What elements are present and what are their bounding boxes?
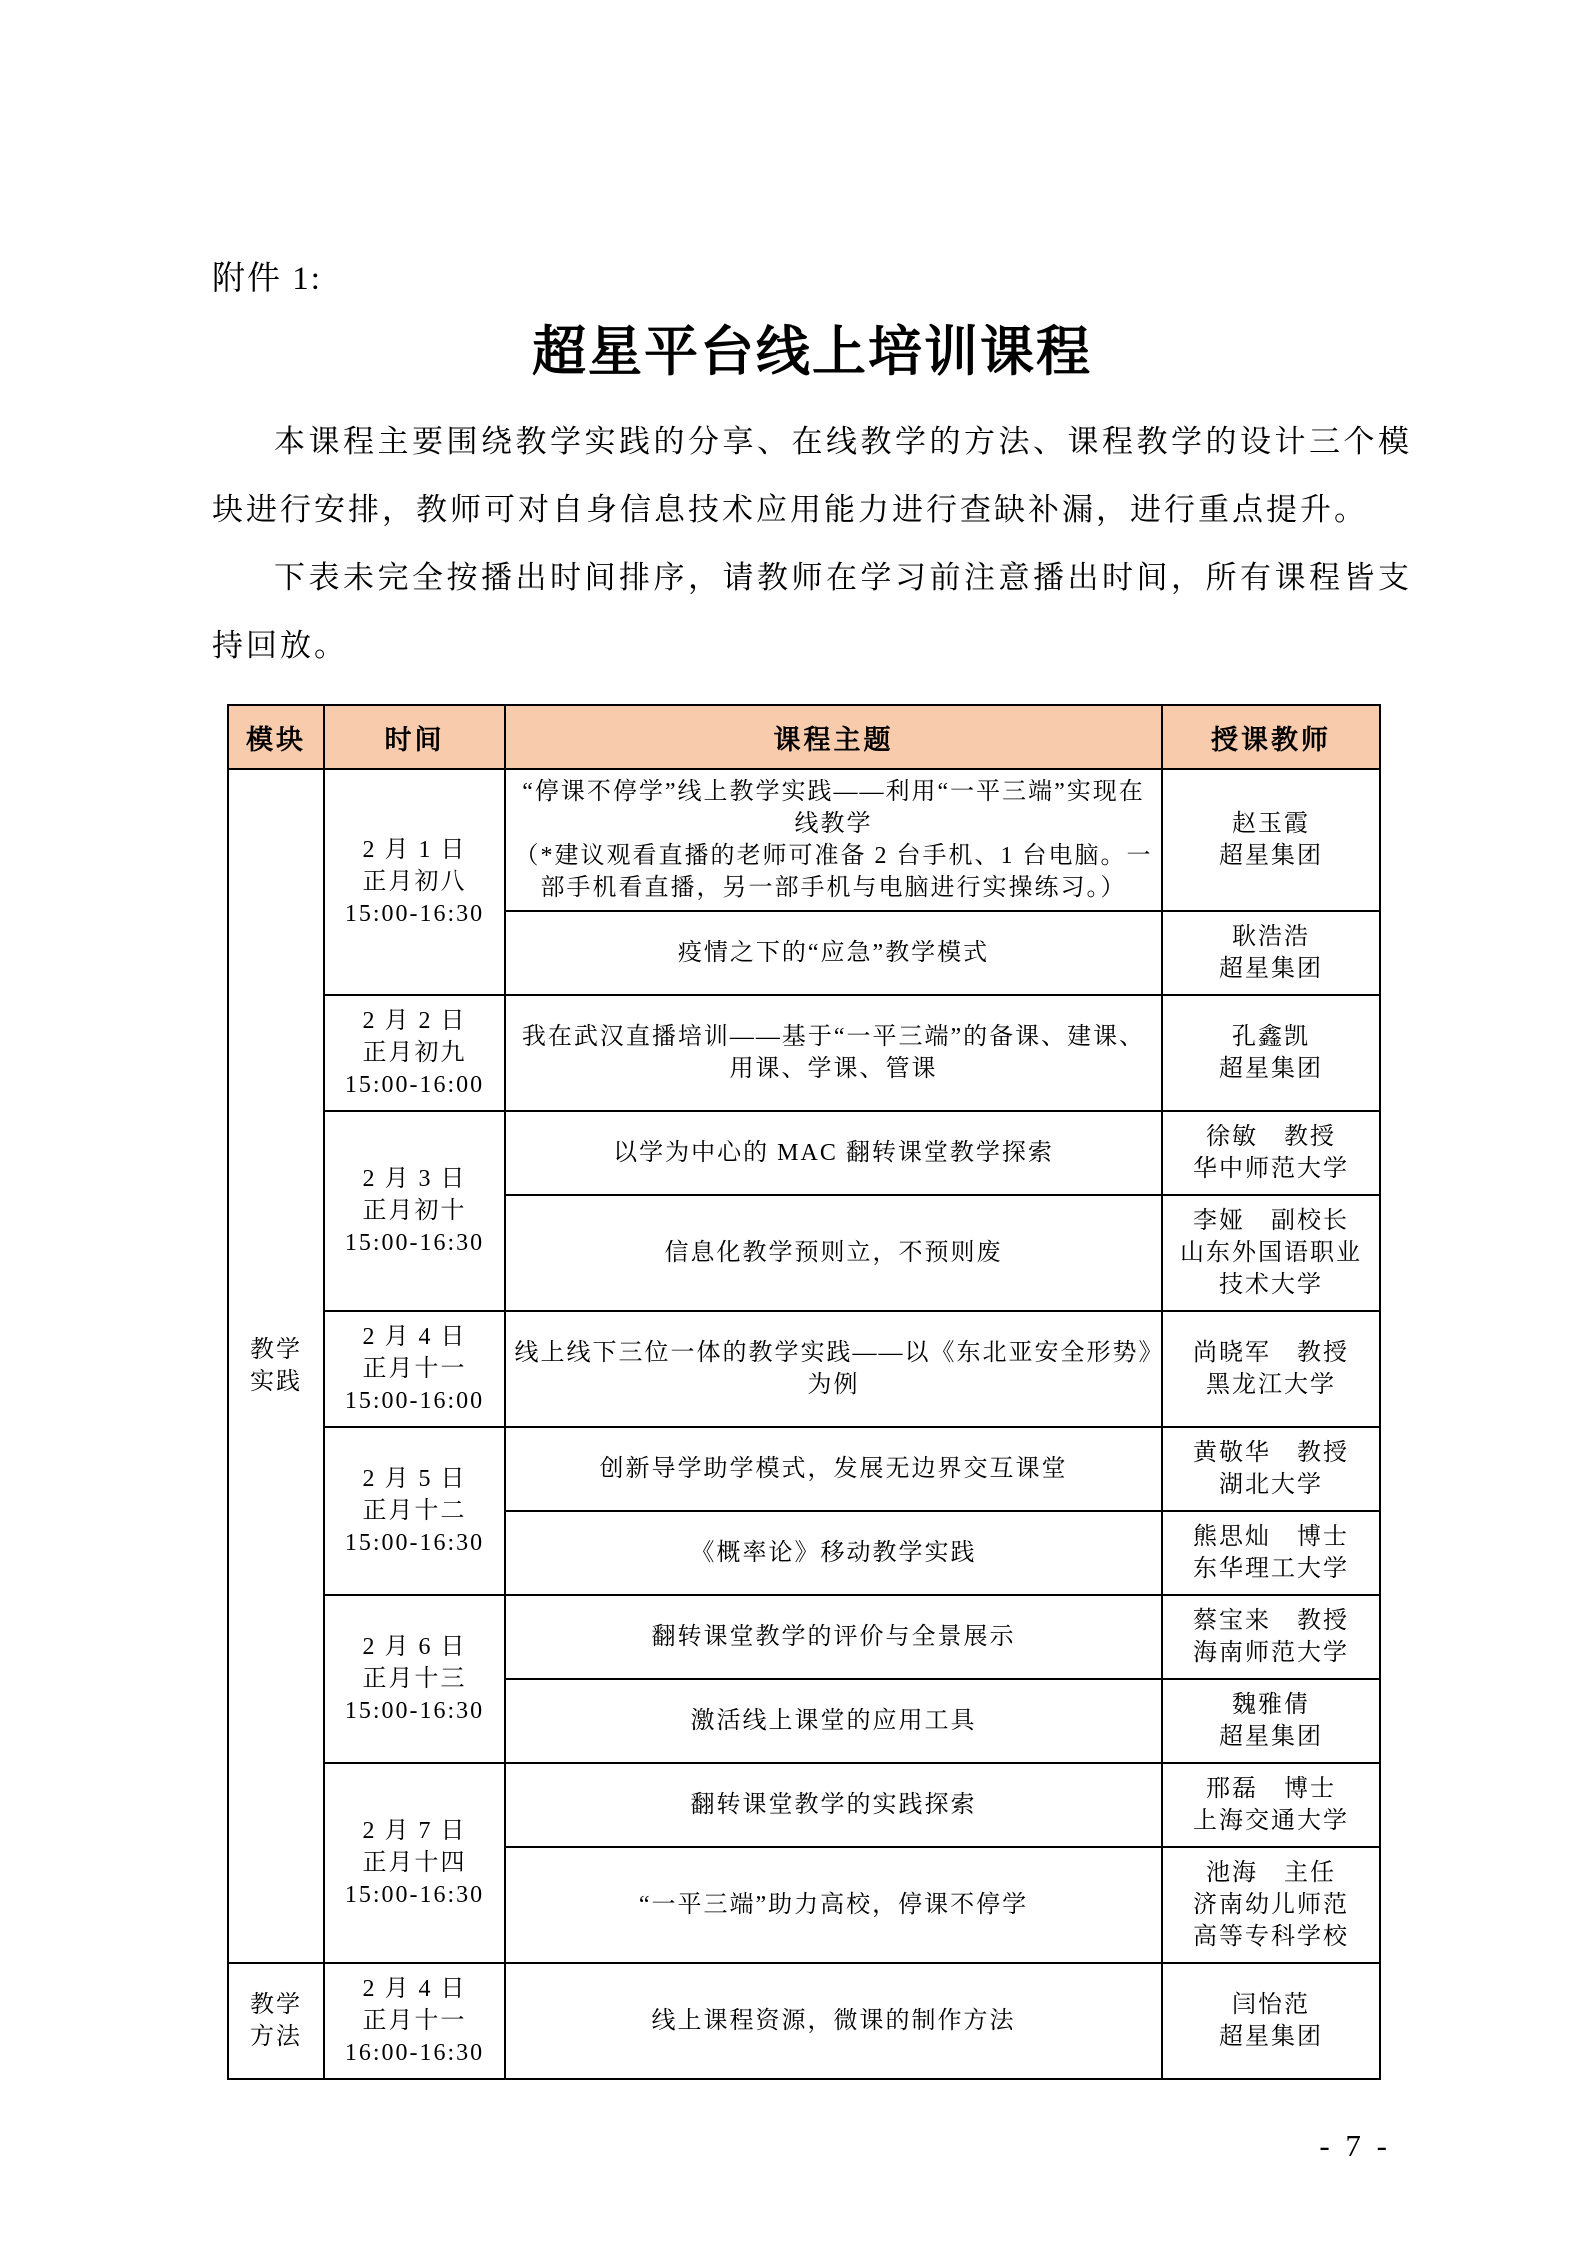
teacher-cell bbox=[1162, 911, 1380, 995]
time-cell bbox=[324, 1595, 505, 1763]
cell-line: 赵玉霞 bbox=[1232, 811, 1310, 837]
cell-line: 高等专科学校 bbox=[1193, 1924, 1349, 1950]
cell-line: 超星集团 bbox=[1219, 2024, 1323, 2050]
topic-paragraph: 翻转课堂教学的评价与全景展示 bbox=[651, 1624, 1016, 1650]
cell-line: 2 月 3 日 bbox=[362, 1166, 467, 1192]
time-cell bbox=[324, 1111, 505, 1311]
topic-paragraph: “一平三端”助力高校，停课不停学 bbox=[638, 1892, 1029, 1918]
cell-line: 2 月 4 日 bbox=[362, 1976, 467, 2002]
topic-paragraph: 信息化教学预则立，不预则废 bbox=[664, 1240, 1003, 1266]
cell-line: 方法 bbox=[250, 2024, 302, 2050]
cell-line: 正月十一 bbox=[362, 1356, 467, 1382]
column-header-topic: 课程主题 bbox=[505, 705, 1162, 769]
cell-line: 超星集团 bbox=[1219, 843, 1323, 869]
cell-line: 15:00-16:30 bbox=[344, 1530, 485, 1556]
body-paragraph-intro: 本课程主要围绕教学实践的分享、在线教学的方法、课程教学的设计三个模块进行安排，教师可对自身信息技术应用能力进行查缺补漏，进行重点提升。 bbox=[212, 424, 1412, 527]
cell-line: 2 月 4 日 bbox=[362, 1324, 467, 1350]
table-row bbox=[228, 1763, 1380, 1847]
topic-paragraph: 疫情之下的“应急”教学模式 bbox=[677, 940, 990, 966]
cell-line: 正月十二 bbox=[362, 1498, 467, 1524]
teacher-cell bbox=[1162, 1763, 1380, 1847]
table-row bbox=[228, 1963, 1380, 2079]
cell-line: 正月初十 bbox=[362, 1198, 467, 1224]
teacher-cell bbox=[1162, 1595, 1380, 1679]
time-cell bbox=[324, 769, 505, 995]
cell-line: 闫怡范 bbox=[1232, 1992, 1310, 2018]
cell-line: 超星集团 bbox=[1219, 1724, 1323, 1750]
cell-line: 海南师范大学 bbox=[1193, 1640, 1349, 1666]
topic-cell bbox=[505, 1311, 1162, 1427]
cell-line: 教学 bbox=[250, 1337, 302, 1363]
topic-paragraph: 线上线下三位一体的教学实践——以《东北亚安全形势》为例 bbox=[514, 1340, 1153, 1398]
cell-line: 东华理工大学 bbox=[1193, 1556, 1349, 1582]
cell-line: 2 月 6 日 bbox=[362, 1634, 467, 1660]
cell-line: 魏雅倩 bbox=[1232, 1692, 1310, 1718]
cell-line: 李娅 副校长 bbox=[1193, 1208, 1349, 1234]
topic-cell bbox=[505, 995, 1162, 1111]
cell-line: 华中师范大学 bbox=[1193, 1156, 1349, 1182]
time-cell bbox=[324, 1311, 505, 1427]
table-row bbox=[228, 1595, 1380, 1679]
cell-line: 超星集团 bbox=[1219, 1056, 1323, 1082]
teacher-cell bbox=[1162, 1963, 1380, 2079]
table-header-row bbox=[228, 705, 1380, 769]
cell-line: 黑龙江大学 bbox=[1206, 1372, 1336, 1398]
teacher-cell bbox=[1162, 995, 1380, 1111]
cell-line: 教学 bbox=[250, 1992, 302, 2018]
cell-line: 尚晓军 教授 bbox=[1193, 1340, 1349, 1366]
topic-paragraph: “停课不停学”线上教学实践——利用“一平三端”实现在线教学 bbox=[522, 779, 1145, 837]
topic-cell bbox=[505, 1195, 1162, 1311]
cell-line: 16:00-16:30 bbox=[344, 2040, 485, 2066]
table-row bbox=[228, 995, 1380, 1111]
table-row bbox=[228, 769, 1380, 911]
time-cell bbox=[324, 995, 505, 1111]
cell-line: 济南幼儿师范 bbox=[1193, 1892, 1349, 1918]
topic-paragraph: 创新导学助学模式，发展无边界交互课堂 bbox=[599, 1456, 1068, 1482]
module-cell bbox=[228, 769, 324, 1963]
cell-line: 蔡宝来 教授 bbox=[1193, 1608, 1349, 1634]
module-cell bbox=[228, 1963, 324, 2079]
cell-line: 2 月 5 日 bbox=[362, 1466, 467, 1492]
body-paragraph-note: 下表未完全按播出时间排序，请教师在学习前注意播出时间，所有课程皆支持回放。 bbox=[212, 560, 1412, 663]
teacher-cell bbox=[1162, 1427, 1380, 1511]
table-row bbox=[228, 1427, 1380, 1511]
column-header-time: 时间 bbox=[324, 705, 505, 769]
cell-line: 池海 主任 bbox=[1206, 1860, 1336, 1886]
teacher-cell bbox=[1162, 1311, 1380, 1427]
topic-cell bbox=[505, 911, 1162, 995]
cell-line: 熊思灿 博士 bbox=[1193, 1524, 1349, 1550]
time-cell bbox=[324, 1427, 505, 1595]
cell-line: 15:00-16:00 bbox=[344, 1388, 485, 1414]
teacher-cell bbox=[1162, 1511, 1380, 1595]
topic-paragraph: 以学为中心的 MAC 翻转课堂教学探索 bbox=[613, 1140, 1054, 1166]
column-header-teacher: 授课教师 bbox=[1162, 705, 1380, 769]
cell-line: 正月初八 bbox=[362, 869, 467, 895]
topic-paragraph: 线上课程资源，微课的制作方法 bbox=[651, 2008, 1016, 2034]
topic-cell bbox=[505, 1679, 1162, 1763]
topic-cell bbox=[505, 1963, 1162, 2079]
cell-line: 孔鑫凯 bbox=[1232, 1024, 1310, 1050]
topic-paragraph: 激活线上课堂的应用工具 bbox=[690, 1708, 977, 1734]
cell-line: 15:00-16:30 bbox=[344, 901, 485, 927]
topic-paragraph: 我在武汉直播培训——基于“一平三端”的备课、建课、用课、学课、管课 bbox=[521, 1024, 1146, 1082]
column-header-module: 模块 bbox=[228, 705, 324, 769]
attachment-label: 附件 1: bbox=[212, 261, 322, 297]
topic-cell bbox=[505, 1763, 1162, 1847]
cell-line: 正月十一 bbox=[362, 2008, 467, 2034]
cell-line: 正月初九 bbox=[362, 1040, 467, 1066]
cell-line: 实践 bbox=[250, 1369, 302, 1395]
cell-line: 正月十三 bbox=[362, 1666, 467, 1692]
course-schedule-table bbox=[227, 704, 1381, 2080]
cell-line: 邢磊 博士 bbox=[1206, 1776, 1336, 1802]
teacher-cell bbox=[1162, 769, 1380, 911]
topic-cell bbox=[505, 1427, 1162, 1511]
cell-line: 正月十四 bbox=[362, 1850, 467, 1876]
time-cell bbox=[324, 1763, 505, 1963]
page-number: - 7 - bbox=[1319, 2128, 1391, 2163]
cell-line: 2 月 2 日 bbox=[362, 1008, 467, 1034]
topic-cell bbox=[505, 1111, 1162, 1195]
topic-paragraph: 《概率论》移动教学实践 bbox=[690, 1540, 977, 1566]
time-cell bbox=[324, 1963, 505, 2079]
teacher-cell bbox=[1162, 1679, 1380, 1763]
cell-line: 15:00-16:30 bbox=[344, 1698, 485, 1724]
cell-line: 技术大学 bbox=[1219, 1272, 1323, 1298]
cell-line: 15:00-16:00 bbox=[344, 1072, 485, 1098]
topic-paragraph: 翻转课堂教学的实践探索 bbox=[690, 1792, 977, 1818]
cell-line: 2 月 1 日 bbox=[362, 837, 467, 863]
cell-line: 耿浩浩 bbox=[1232, 924, 1310, 950]
cell-line: 徐敏 教授 bbox=[1206, 1124, 1336, 1150]
cell-line: 15:00-16:30 bbox=[344, 1882, 485, 1908]
cell-line: 15:00-16:30 bbox=[344, 1230, 485, 1256]
topic-cell bbox=[505, 769, 1162, 911]
cell-line: 湖北大学 bbox=[1219, 1472, 1323, 1498]
topic-paragraph: （*建议观看直播的老师可准备 2 台手机、1 台电脑。一部手机看直播，另一部手机与电脑进行实操练习。） bbox=[514, 843, 1153, 901]
page-title: 超星平台线上培训课程 bbox=[532, 322, 1092, 382]
topic-cell bbox=[505, 1511, 1162, 1595]
cell-line: 黄敬华 教授 bbox=[1193, 1440, 1349, 1466]
topic-cell bbox=[505, 1847, 1162, 1963]
table-row bbox=[228, 1311, 1380, 1427]
topic-cell bbox=[505, 1595, 1162, 1679]
table-row bbox=[228, 1111, 1380, 1195]
cell-line: 2 月 7 日 bbox=[362, 1818, 467, 1844]
teacher-cell bbox=[1162, 1195, 1380, 1311]
teacher-cell bbox=[1162, 1847, 1380, 1963]
teacher-cell bbox=[1162, 1111, 1380, 1195]
cell-line: 山东外国语职业 bbox=[1180, 1240, 1362, 1266]
cell-line: 上海交通大学 bbox=[1193, 1808, 1349, 1834]
cell-line: 超星集团 bbox=[1219, 956, 1323, 982]
